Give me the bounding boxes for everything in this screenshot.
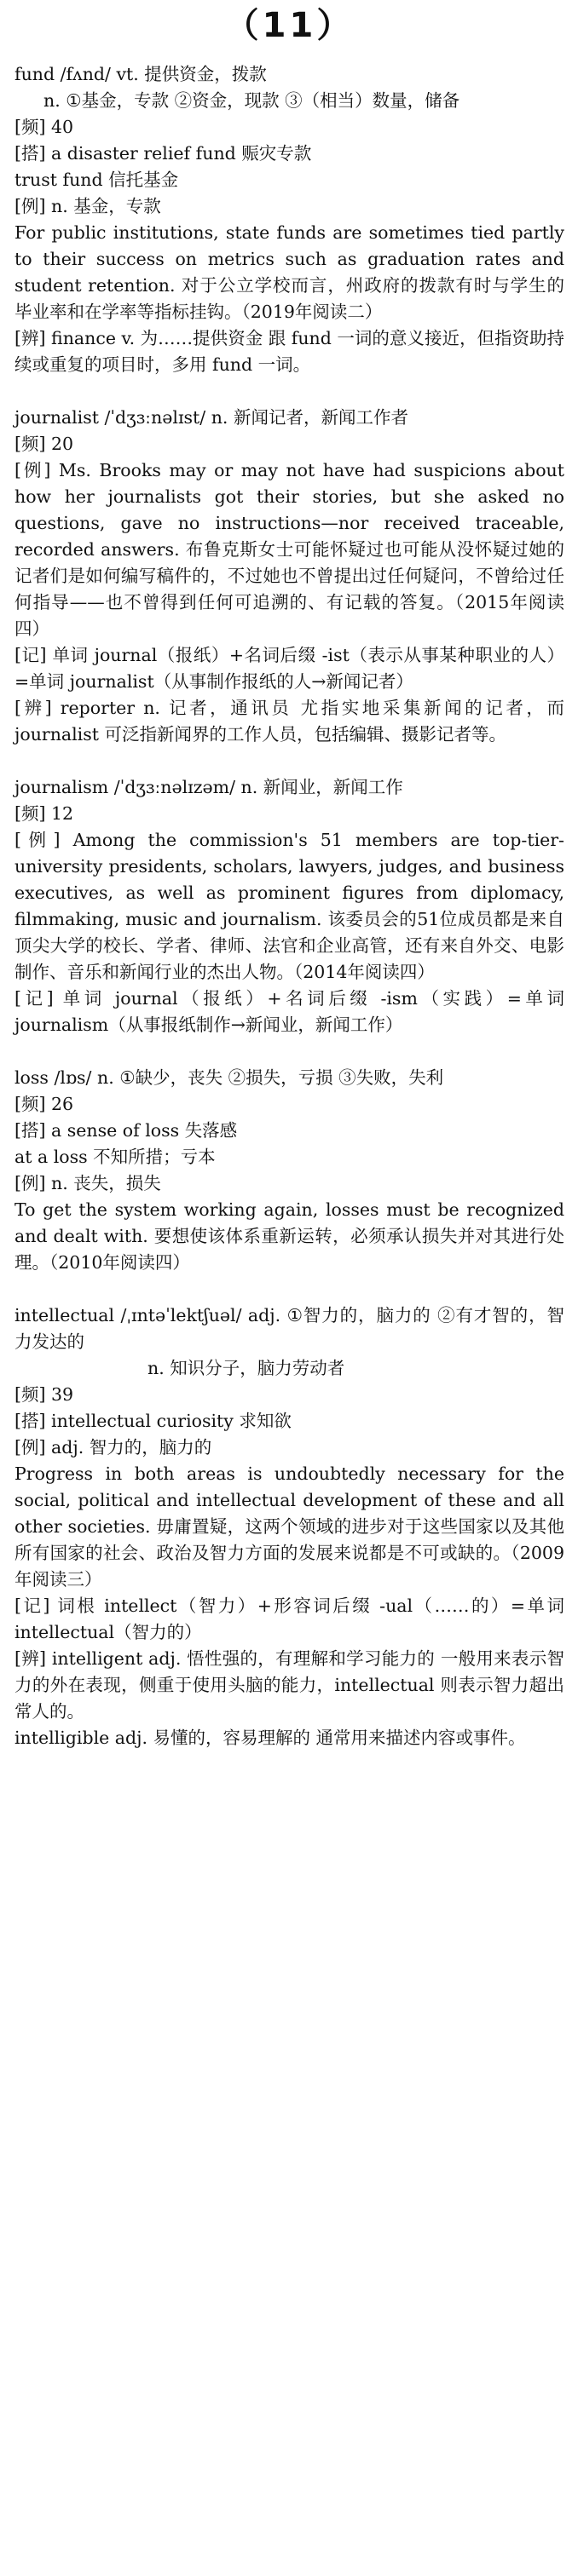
entry-line: [记] 词根 intellect（智力）+形容词后缀 -ual（……的）=单词 intellectual（智力的） xyxy=(14,1596,564,1642)
entry-line: [例] n. 丧失，损失 xyxy=(14,1173,161,1193)
entry-line: [搭] intellectual curiosity 求知欲 xyxy=(14,1411,292,1431)
page-title: （11） xyxy=(224,6,355,45)
entry-line: n. ①基金，专款 ②资金，现款 ③（相当）数量，储备 xyxy=(43,90,460,111)
entry-headword: fund /fʌnd/ vt. 提供资金，拨款 xyxy=(14,64,267,84)
entry-line: [频] 26 xyxy=(14,1094,74,1114)
entry-fund xyxy=(14,61,564,378)
entry-line: [频] 39 xyxy=(14,1384,74,1405)
entry-headword: loss /lɒs/ n. ①缺少，丧失 ②损失，亏损 ③失败，失利 xyxy=(14,1067,444,1088)
entry-journalist xyxy=(14,405,564,748)
entry-line: Progress in both areas is undoubtedly necessary for the social, political and intellectual development of these and all other societies. 毋庸置疑，这两个领域的进步对于这些国家以及其他所有国家的社会、政治及智力方面的发展来说都是不可或缺的。（2009年阅读三） xyxy=(14,1463,564,1590)
entry-line: [例] n. 基金，专款 xyxy=(14,196,161,216)
entry-line: at a loss 不知所措；亏本 xyxy=(14,1147,216,1167)
entry-line: [辨] finance v. 为……提供资金 跟 fund 一词的意义接近，但指资助持续或重复的项目时，多用 fund 一词。 xyxy=(14,328,564,375)
entry-line: [辨] reporter n. 记者，通讯员 尤指实地采集新闻的记者，而 journalist 可泛指新闻界的工作人员，包括编辑、摄影记者等。 xyxy=(14,698,564,745)
entry-line: [搭] a disaster relief fund 赈灾专款 xyxy=(14,143,312,164)
entry-line: [例] adj. 智力的，脑力的 xyxy=(14,1437,212,1458)
entry-line: [辨] intelligent adj. 悟性强的，有理解和学习能力的 一般用来表示智力的外在表现，侧重于使用头脑的能力，intellectual 则表示智力超出常人的。 xyxy=(14,1648,564,1722)
entry-line: trust fund 信托基金 xyxy=(14,170,179,190)
entry-headword: journalism /ˈdʒɜːnəlɪzəm/ n. 新闻业，新闻工作 xyxy=(14,777,403,797)
entry-line: [例] Among the commission's 51 members are top-tier-university presidents, scholars, lawyers, judges, and business executives, as well as prominent figures from diplomacy, filmmaking, music and journalism. 该委员会的51位成员都是来自顶尖大学的校长、学者、律师、法官和企业高管，还有来自外交、电影制作、音乐和新闻行业的杰出人物。（2014年阅读四） xyxy=(14,830,564,982)
entry-line: [频] 20 xyxy=(14,434,74,454)
entry-headword: intellectual /ˌɪntəˈlektʃuəl/ adj. ①智力的，脑力的 ②有才智的，智力发达的 xyxy=(14,1305,564,1352)
entry-line: [记] 单词 journal（报纸）+名词后缀 -ism（实践）=单词 journalism（从事报纸制作→新闻业，新闻工作） xyxy=(14,988,564,1035)
entry-headword: journalist /ˈdʒɜːnəlɪst/ n. 新闻记者，新闻工作者 xyxy=(14,407,408,428)
entry-line: [频] 40 xyxy=(14,117,74,137)
entry-line: n. 知识分子，脑力劳动者 xyxy=(147,1358,345,1378)
entry-line: [频] 12 xyxy=(14,803,74,824)
entry-line: For public institutions, state funds are sometimes tied partly to their success on metrics such as graduation rates and student retention. 对于公立学校而言，州政府的拨款有时与学生的毕业率和在学率等指标挂钩。（2019年阅读二） xyxy=(14,222,564,322)
entry-line: To get the system working again, losses must be recognized and dealt with. 要想使该体系重新运转，必须承认损失并对其进行处理。（2010年阅读四） xyxy=(14,1199,564,1273)
entry-intellectual xyxy=(14,1302,564,1751)
entry-loss xyxy=(14,1065,564,1276)
entry-line: intelligible adj. 易懂的，容易理解的 通常用来描述内容或事件。 xyxy=(14,1728,526,1748)
entry-line: [例] Ms. Brooks may or may not have had suspicions about how her journalists got their stories, but she asked no questions, gave no instructions—nor received traceable, recorded answers. 布鲁克斯女士可能怀疑过也可能从没怀疑过她的记者们是如何编写稿件的，不过她也不曾提出过任何疑问，不曾给过任何指导——也不曾得到任何可追溯的、有记载的答复。（2015年阅读四） xyxy=(14,460,564,639)
entry-line: [搭] a sense of loss 失落感 xyxy=(14,1120,238,1141)
entry-line: [记] 单词 journal（报纸）+名词后缀 -ist（表示从事某种职业的人）=单词 journalist（从事制作报纸的人→新闻记者） xyxy=(14,645,564,692)
entry-journalism xyxy=(14,774,564,1038)
